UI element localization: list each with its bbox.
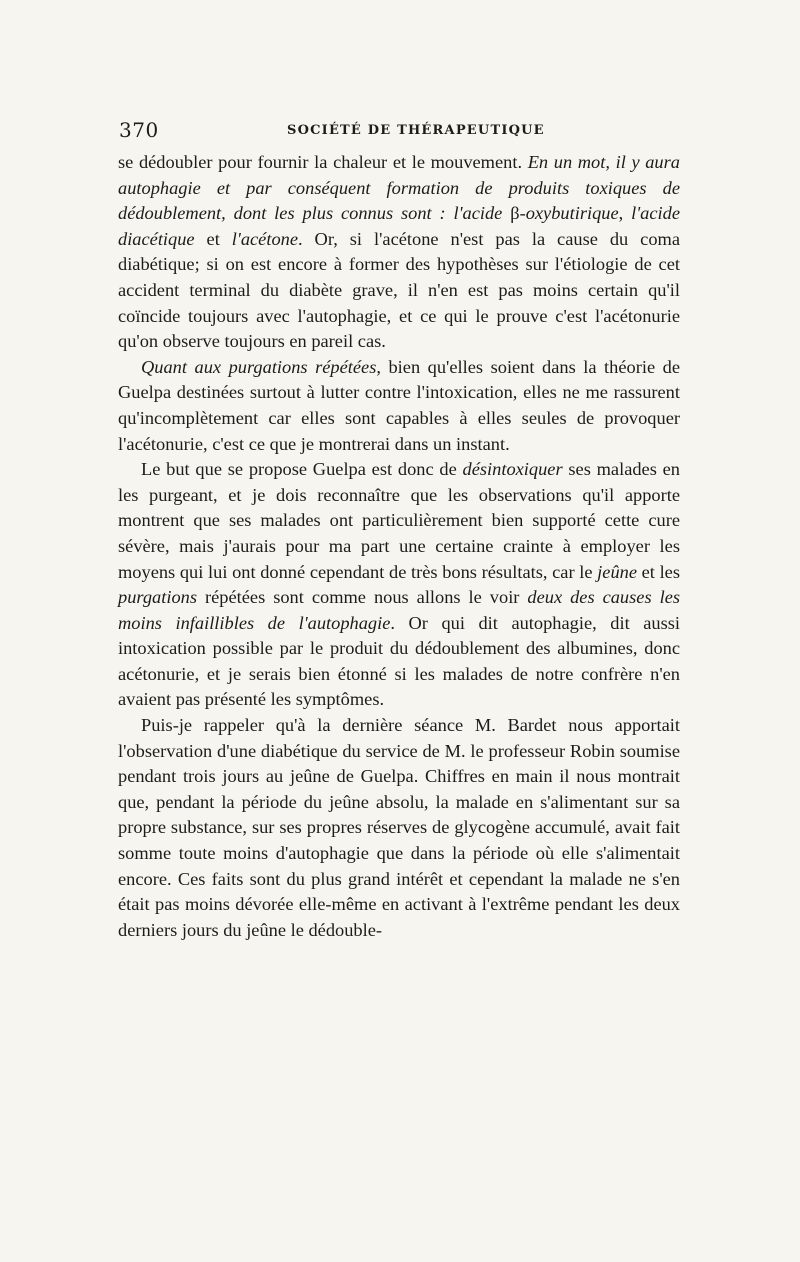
italic-text: purgations (118, 587, 198, 608)
running-header (119, 118, 679, 142)
text-segment: . Or, si l'acétone n'est pas la cause du coma diabétique; si on est encore à former des hypothèses sur l'étiologie de cet accident terminal du diabète grave, il n'en est pas moins certain qu'il coïncide toujours avec l'autophagie, et ce qui le prouve c'est l'acétonurie qu'on observe toujours en pareil cas. (118, 228, 680, 352)
paragraph-p1 (118, 150, 680, 355)
text-segment: Puis-je rappeler qu'à la dernière séance M. Bardet nous apportait l'observation d'une diabétique du service de M. le professeur Robin soumise pendant trois jours au jeûne de Guelpa. Chiffres en main il nous montrait que, pendant la période du jeûne absolu, la malade en s'alimentant sur sa propre substance, sur ses propres réserves de glycogène accumulé, avait fait somme toute moins d'autophagie que dans la période où elle s'alimentait encore. Ces faits sont du plus grand intérêt et cependant la malade ne s'en était pas moins dévorée elle-même en activant à l'extrême pendant les deux derniers jours du jeûne le dédouble- (118, 715, 680, 940)
text-segment: , bien qu'elles soient dans la théorie de Guelpa destinées surtout à lutter contre l'intoxication, elles ne me rassurent qu'incomplètement car elles sont capables à elles seules de provoquer l'acétonurie, c'est ce que je montrerai dans un instant. (118, 356, 680, 454)
text-segment: Le but que se propose Guelpa est donc de (141, 459, 463, 480)
text-segment: ses malades en les purgeant, et je dois reconnaître que les observations qu'il apporte montrent que ses malades ont particulièrement bien supporté cette cure sévère, mais j'aurais pour ma part une certaine crainte à employer les moyens qui lui ont donné cependant de très bons résultats, car le (118, 459, 681, 582)
text-segment: β- (510, 203, 526, 224)
paragraph-p4 (118, 713, 680, 943)
paragraph-p2 (118, 355, 680, 457)
italic-text: En un mot, il y aura autophagie et par conséquent formation de produits toxiques de dédoublement, dont les plus connus sont : l'acide (118, 152, 680, 224)
paragraph-p3 (118, 457, 680, 713)
running-title: SOCIÉTÉ DE THÉRAPEUTIQUE (287, 123, 545, 138)
italic-text: oxybutirique (525, 203, 619, 224)
text-segment: . Or qui dit autophagie, dit aussi intoxication possible par le produit du dédoublement des albumines, donc acétonurie, et je serais bien étonné si les malades de notre confrère n'en avaient pas présenté les symptômes. (118, 612, 680, 710)
italic-text: Quant aux purgations répétées (141, 356, 377, 377)
text-segment: répétées sont comme nous allons le voir (197, 587, 528, 608)
text-segment: , (618, 203, 632, 224)
italic-text: désintoxiquer (462, 459, 563, 480)
text-segment: et (194, 228, 232, 249)
italic-text: deux des causes les moins infaillibles de l'autophagie (118, 587, 681, 633)
italic-text: l'acétone (231, 228, 299, 249)
italic-text: jeûne (597, 561, 637, 582)
body-text (118, 150, 680, 943)
text-segment: se dédoubler pour fournir la chaleur et le mouvement. (118, 152, 528, 172)
italic-text: l'acide diacétique (118, 203, 680, 249)
page-number: 370 (119, 118, 159, 142)
text-segment: et les (637, 561, 680, 582)
